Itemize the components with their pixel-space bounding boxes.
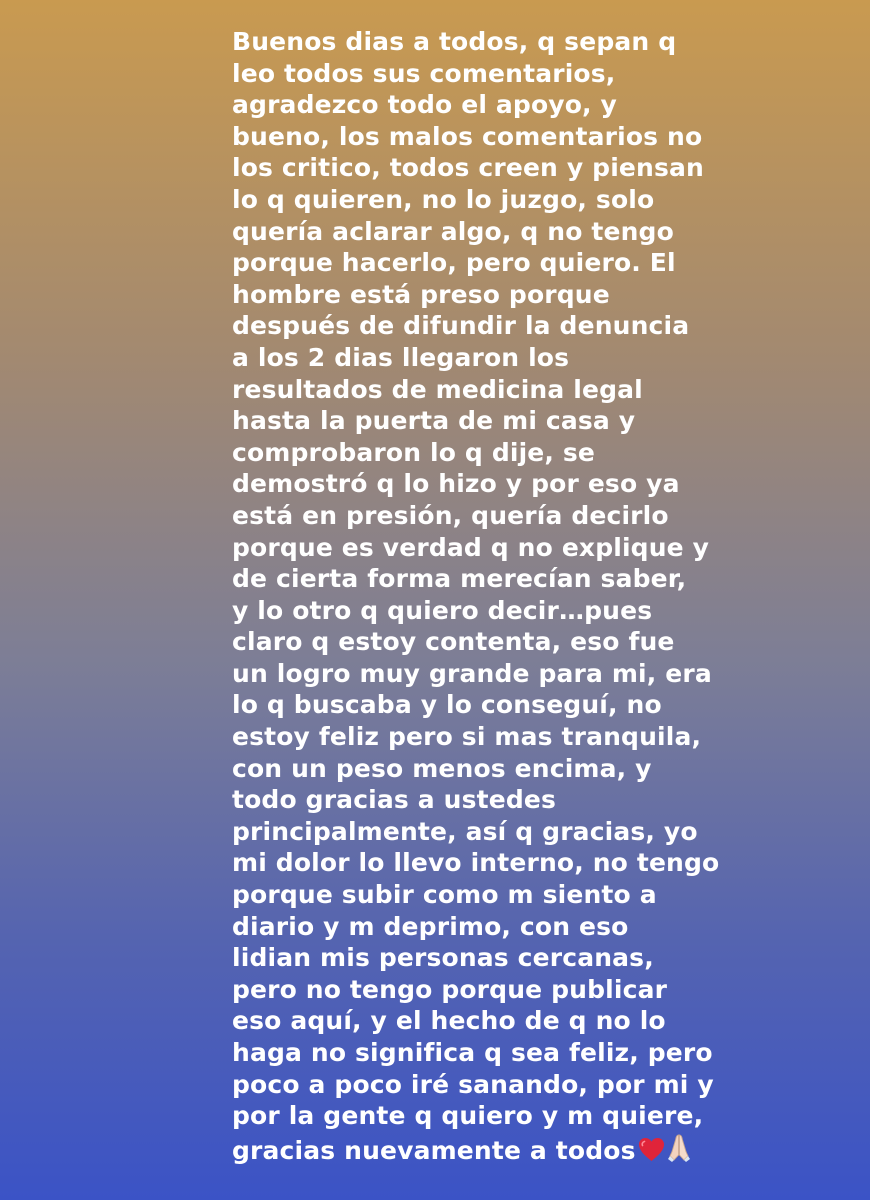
- story-line: pero no tengo porque publicar: [232, 974, 668, 1004]
- story-line: hombre está preso porque: [232, 279, 610, 309]
- story-line: porque subir como m siento a: [232, 880, 657, 910]
- story-text-block: [232, 26, 720, 1169]
- folded-hands-icon: [665, 1132, 693, 1162]
- story-last-line-text: gracias nuevamente a todos: [232, 1135, 636, 1165]
- story-line: poco a poco iré sanando, por mi y: [232, 1069, 714, 1099]
- story-line: comprobaron lo q dije, se: [232, 437, 596, 467]
- story-line: los critico, todos creen y piensan: [232, 153, 704, 183]
- story-line: lo q buscaba y lo conseguí, no: [232, 690, 662, 720]
- story-line: eso aquí, y el hecho de q no lo: [232, 1006, 666, 1036]
- story-line: diario y m deprimo, con eso: [232, 911, 629, 941]
- story-line: de cierta forma merecían saber,: [232, 564, 687, 594]
- story-line: quería aclarar algo, q no tengo: [232, 216, 674, 246]
- story-line: porque hacerlo, pero quiero. El: [232, 248, 676, 278]
- story-line: todo gracias a ustedes: [232, 785, 557, 815]
- story-line: lo q quieren, no lo juzgo, solo: [232, 184, 655, 214]
- story-line: principalmente, así q gracias, yo: [232, 816, 698, 846]
- story-line: demostró q lo hizo y por eso ya: [232, 469, 680, 499]
- story-lines: [232, 26, 720, 1132]
- story-line: y lo otro q quiero decir…pues: [232, 595, 653, 625]
- story-line: lidian mis personas cercanas,: [232, 943, 654, 973]
- emoji-group: [638, 1132, 693, 1170]
- story-line: agradezco todo el apoyo, y: [232, 90, 618, 120]
- story-line: porque es verdad q no explique y: [232, 532, 710, 562]
- story-line: está en presión, quería decirlo: [232, 500, 669, 530]
- red-heart-icon: [638, 1137, 665, 1162]
- story-line: un logro muy grande para mi, era: [232, 658, 712, 688]
- story-line: a los 2 dias llegaron los: [232, 342, 570, 372]
- story-line: bueno, los malos comentarios no: [232, 121, 703, 151]
- story-line: con un peso menos encima, y: [232, 753, 652, 783]
- story-line: haga no significa q sea feliz, pero: [232, 1038, 713, 1067]
- story-line: después de difundir la denuncia: [232, 311, 690, 341]
- story-line: leo todos sus comentarios,: [232, 58, 616, 88]
- story-line: Buenos dias a todos, q sepan q: [232, 27, 677, 56]
- story-line-last: [232, 1132, 702, 1170]
- story-line: por la gente q quiero y m quiere,: [232, 1101, 704, 1131]
- story-line: resultados de medicina legal: [232, 374, 643, 404]
- story-line: mi dolor lo llevo interno, no tengo: [232, 848, 720, 878]
- story-line: estoy feliz pero si mas tranquila,: [232, 722, 702, 752]
- story-line: hasta la puerta de mi casa y: [232, 406, 636, 436]
- story-line: claro q estoy contenta, eso fue: [232, 627, 675, 657]
